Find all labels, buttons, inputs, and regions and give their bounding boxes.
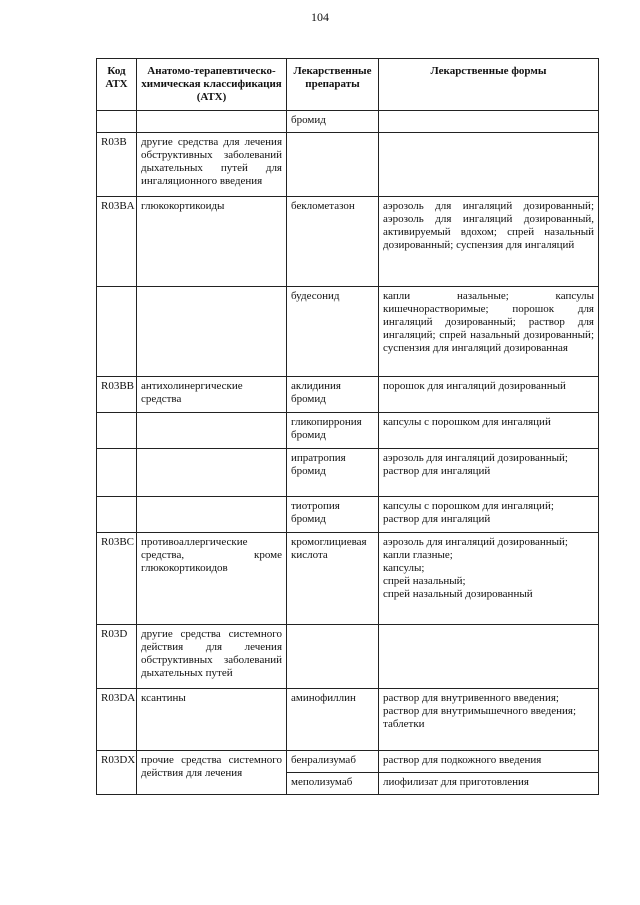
cell-drug bbox=[287, 625, 379, 689]
cell-forms: аэрозоль для ингаляций дозированный; капли глазные; капсулы; спрей назальный; спрей назальный дозированный bbox=[379, 533, 599, 625]
cell-code: R03DX bbox=[97, 751, 137, 795]
cell-classification bbox=[137, 497, 287, 533]
cell-drug: бромид bbox=[287, 111, 379, 133]
table-row bbox=[97, 111, 599, 133]
table-row bbox=[97, 449, 599, 497]
cell-drug: меполизумаб bbox=[287, 773, 379, 795]
cell-drug: гликопиррония бромид bbox=[287, 413, 379, 449]
cell-code bbox=[97, 111, 137, 133]
cell-drug: аминофиллин bbox=[287, 689, 379, 751]
table-row bbox=[97, 625, 599, 689]
cell-drug: бенрализумаб bbox=[287, 751, 379, 773]
cell-drug bbox=[287, 133, 379, 197]
cell-drug: будесонид bbox=[287, 287, 379, 377]
cell-classification bbox=[137, 287, 287, 377]
cell-code bbox=[97, 287, 137, 377]
cell-classification bbox=[137, 449, 287, 497]
table-row bbox=[97, 133, 599, 197]
cell-classification: антихолинергические средства bbox=[137, 377, 287, 413]
cell-code: R03D bbox=[97, 625, 137, 689]
cell-drug: кромоглициевая кислота bbox=[287, 533, 379, 625]
cell-drug: тиотропия бромид bbox=[287, 497, 379, 533]
cell-classification: другие средства системного действия для лечения обструктивных заболеваний дыхательных путей bbox=[137, 625, 287, 689]
cell-forms: лиофилизат для приготовления bbox=[379, 773, 599, 795]
cell-classification bbox=[137, 413, 287, 449]
page-number: 104 bbox=[311, 10, 329, 24]
cell-forms: раствор для подкожного введения bbox=[379, 751, 599, 773]
table-header-row bbox=[97, 59, 599, 111]
cell-code: R03DA bbox=[97, 689, 137, 751]
table-row bbox=[97, 689, 599, 751]
cell-forms: капсулы с порошком для ингаляций; раствор для ингаляций bbox=[379, 497, 599, 533]
header-code: Код АТХ bbox=[97, 59, 137, 111]
cell-code: R03BA bbox=[97, 197, 137, 287]
cell-forms: раствор для внутривенного введения; раствор для внутримышечного введения; таблетки bbox=[379, 689, 599, 751]
cell-forms: порошок для ингаляций дозированный bbox=[379, 377, 599, 413]
table-row bbox=[97, 497, 599, 533]
cell-code: R03BC bbox=[97, 533, 137, 625]
cell-classification: глюкокортикоиды bbox=[137, 197, 287, 287]
atx-table bbox=[96, 58, 599, 795]
cell-forms bbox=[379, 625, 599, 689]
table-row bbox=[97, 197, 599, 287]
header-classification: Анатомо-терапевтическо-химическая классификация (АТХ) bbox=[137, 59, 287, 111]
cell-drug: беклометазон bbox=[287, 197, 379, 287]
table-row bbox=[97, 287, 599, 377]
cell-classification: прочие средства системного действия для лечения bbox=[137, 751, 287, 795]
cell-code bbox=[97, 413, 137, 449]
cell-forms bbox=[379, 133, 599, 197]
cell-forms: капли назальные; капсулы кишечнорастворимые; порошок для ингаляций дозированный; раствор для ингаляций; спрей назальный дозированный; суспензия для ингаляций дозированная bbox=[379, 287, 599, 377]
cell-drug: аклидиния бромид bbox=[287, 377, 379, 413]
cell-forms: аэрозоль для ингаляций дозированный; аэрозоль для ингаляций дозированный, активируемый вдохом; спрей назальный дозированный; суспензия для ингаляций bbox=[379, 197, 599, 287]
cell-code: R03B bbox=[97, 133, 137, 197]
cell-classification: ксантины bbox=[137, 689, 287, 751]
cell-code bbox=[97, 497, 137, 533]
table-row bbox=[97, 533, 599, 625]
cell-classification bbox=[137, 111, 287, 133]
table-row bbox=[97, 413, 599, 449]
cell-code bbox=[97, 449, 137, 497]
header-forms: Лекарственные формы bbox=[379, 59, 599, 111]
cell-code: R03BB bbox=[97, 377, 137, 413]
cell-forms bbox=[379, 111, 599, 133]
cell-classification: другие средства для лечения обструктивных заболеваний дыхательных путей для ингаляционного введения bbox=[137, 133, 287, 197]
cell-drug: ипратропия бромид bbox=[287, 449, 379, 497]
cell-forms: аэрозоль для ингаляций дозированный; раствор для ингаляций bbox=[379, 449, 599, 497]
table-row bbox=[97, 377, 599, 413]
header-drugs: Лекарственные препараты bbox=[287, 59, 379, 111]
cell-forms: капсулы с порошком для ингаляций bbox=[379, 413, 599, 449]
cell-classification: противоаллергические средства, кроме глюкокортикоидов bbox=[137, 533, 287, 625]
table-row bbox=[97, 751, 599, 773]
